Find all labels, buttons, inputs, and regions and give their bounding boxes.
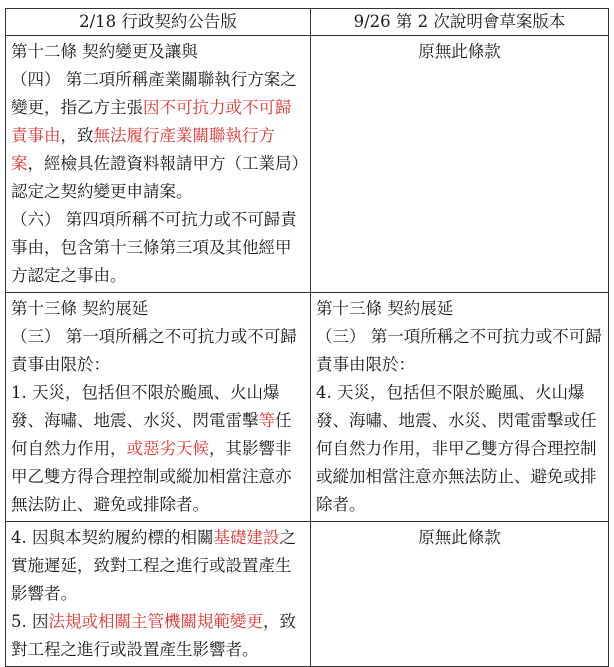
article-13-clause-3: （三） 第一項所稱之不可抗力或不可歸責事由限於： [316, 327, 602, 374]
clause-text: ，經檢具佐證資料報請甲方（工業局）認定之契約變更申請案。 [11, 154, 300, 201]
highlight-text: 基礎建設 [213, 528, 280, 547]
table-row [6, 36, 609, 293]
highlight-text: 因不可抗力或不可歸責事由 [11, 98, 292, 145]
table-row [6, 293, 609, 522]
clause-text: 任何自然力作用， [11, 411, 292, 458]
article-13-title: 第十三條 契約展延 [316, 299, 454, 318]
highlight-text: 或惡劣天候 [126, 439, 209, 458]
article-12-clause-6: （六） 第四項所稱不可抗力或不可歸責事由，包含第十三條第三項及其他經甲方認定之事由。 [11, 210, 297, 285]
cell-article-12-draft: 原無此條款 [311, 36, 609, 293]
article-13-clause-3: （三） 第一項所稱之不可抗力或不可歸責事由限於： [11, 327, 297, 374]
cell-article-12-original [6, 36, 311, 293]
clause-text: ，致對工程之進行或設置產生影響者。 [11, 612, 296, 659]
article-13-item-5 [11, 608, 305, 664]
clause-text: （四） 第二項所稱產業關聯執行方案之變更，指乙方主張 [11, 70, 297, 117]
clause-text: ，其影響非甲乙雙方得合理控制或縱加相當注意亦無法防止、避免或排除者。 [11, 439, 292, 514]
comparison-table [5, 8, 609, 667]
highlight-text: 法規或相關主管機關規範變更 [48, 612, 263, 631]
header-col-draft: 9/26 第 2 次說明會草案版本 [311, 9, 609, 36]
article-13-item-4: 4. 天災，包括但不限於颱風、火山爆發、海嘯、地震、水災、閃電雷擊或任何自然力作用，非甲乙雙方得合理控制或縱加相當注意亦無法防止、避免或排除者。 [316, 383, 597, 514]
cell-article-13-items-draft: 原無此條款 [311, 522, 609, 667]
clause-text: 之實施遲延，致對工程之進行或設置產生影響者。 [11, 528, 296, 603]
highlight-text: 無法履行產業關聯執行方案 [11, 126, 275, 173]
article-13-item-1 [11, 379, 305, 519]
table-row [6, 522, 609, 667]
cell-article-13-draft [311, 293, 609, 522]
clause-text: ，致 [60, 126, 94, 145]
article-13-title: 第十三條 契約展延 [11, 299, 149, 318]
header-row [6, 9, 609, 36]
clause-text: 1. 天災，包括但不限於颱風、火山爆發、海嘯、地震、水災、閃電雷擊 [11, 383, 280, 430]
cell-article-13-items-original [6, 522, 311, 667]
header-col-original: 2/18 行政契約公告版 [6, 9, 311, 36]
clause-text: 5. 因 [11, 612, 49, 631]
article-12-title: 第十二條 契約變更及讓與 [11, 42, 198, 61]
clause-text: 4. 因與本契約履約標的相關 [11, 528, 214, 547]
article-13-item-4 [11, 524, 305, 608]
highlight-text: 等 [258, 411, 275, 430]
article-12-clause-4 [11, 66, 305, 206]
cell-article-13-original [6, 293, 311, 522]
